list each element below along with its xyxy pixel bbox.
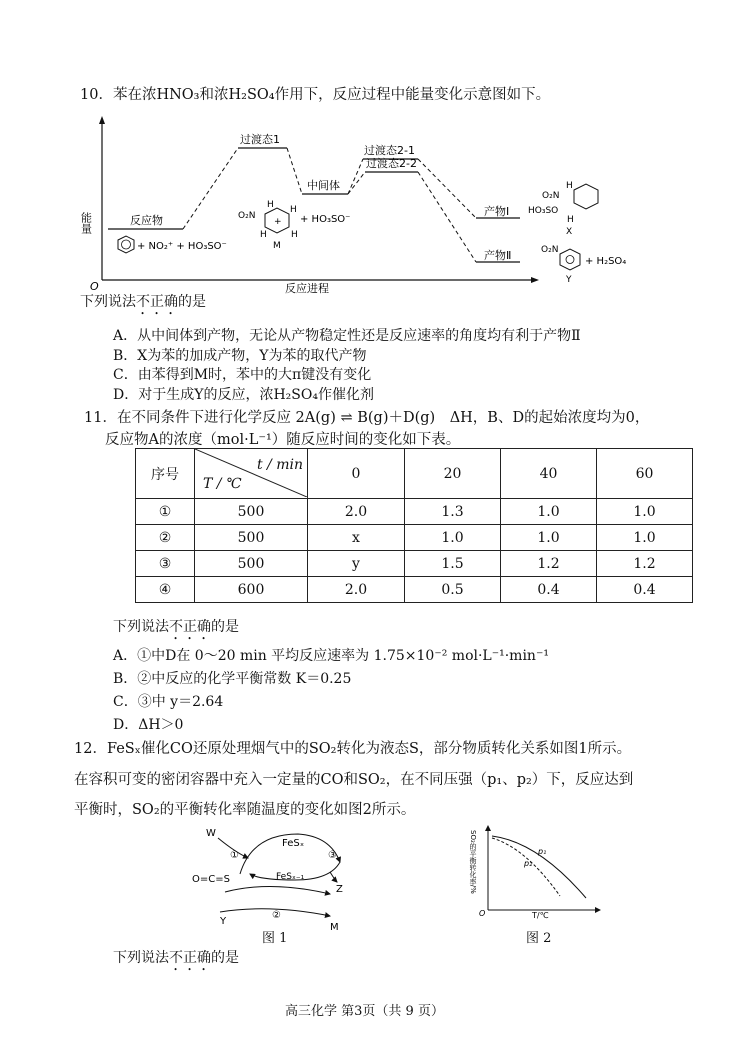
p2-label: p₂ [524,859,533,868]
q10-option-c: C．由苯得到M时，苯中的大π键没有变化 [113,367,372,383]
product1-label: 产物Ⅰ [484,205,510,218]
header-diagonal [195,449,308,499]
svg-text:H: H [260,230,267,240]
x-structure [528,181,598,237]
reaction-axis-label: 反应进程 [285,282,329,295]
q11-prompt: 下列说法不正确的是 [113,619,239,635]
header-time-40: 40 [501,449,597,499]
svg-text:H: H [291,230,298,240]
svg-text:O₂N: O₂N [542,191,560,201]
c3-label: ③ [328,850,337,861]
fig2-xlabel: T/℃ [532,911,549,920]
c1-label: ① [230,850,239,861]
benzene-structure [118,236,134,253]
intermediate-label: 中间体 [307,179,340,192]
q11-option-b: B．②中反应的化学平衡常数 K＝0.25 [113,671,352,687]
m-label: M [273,241,281,251]
q10-option-b: B．X为苯的加成产物，Y为苯的取代产物 [113,348,367,364]
svg-text:H: H [267,200,274,210]
concentration-table [135,448,693,603]
energy-diagram [80,112,640,302]
header-time-20: 20 [405,449,501,499]
y-label: Y [220,916,227,927]
c2-label: ② [272,910,281,921]
y-structure [541,245,580,285]
p1-label: p₁ [538,847,547,856]
svg-text:O₂N: O₂N [238,211,256,221]
figure-2-caption: 图 2 [526,931,552,946]
product2-label: 产物Ⅱ [484,249,512,262]
reactant-label: 反应物 [130,214,163,227]
svg-text:H: H [567,215,574,225]
ts21-label: 过渡态2-1 [364,144,415,157]
header-time-60: 60 [597,449,693,499]
y-label: Y [566,275,572,285]
ts22-label: 过渡态2-2 [366,157,417,170]
m-equation: + HO₃SO⁻ [300,214,351,225]
q12-stem-line3: 平衡时，SO₂的平衡转化率随温度的变化如图2所示。 [74,802,416,818]
svg-text:O₂N: O₂N [541,245,559,255]
q12-stem-line1: 12．FeSₓ催化CO还原处理烟气中的SO₂转化为液态S，部分物质转化关系如图1所示。 [74,741,632,757]
q11-option-d: D．ΔH＞0 [113,717,184,733]
z-label: Z [336,884,343,895]
header-T: T / ℃ [203,476,242,492]
m-structure [238,200,298,240]
table-row: ③ 500 y 1.5 1.2 1.2 [136,551,693,577]
svg-text:HO₃SO: HO₃SO [528,206,559,216]
figure-1-cycle-diagram [190,822,370,942]
svg-text:+: + [274,217,282,227]
q11-option-a: A．①中D在 0～20 min 平均反应速率为 1.75×10⁻² mol·L⁻¹·min⁻¹ [113,648,549,664]
q10-prompt: 下列说法不正确的是 [80,294,206,310]
ts1-label: 过渡态1 [240,133,280,146]
svg-text:H: H [290,205,297,215]
q11-option-c: C．③中 y＝2.64 [113,694,224,710]
q10-option-a: A．从中间体到产物，无论从产物稳定性还是反应速率的角度均有利于产物Ⅱ [113,328,581,344]
q10-option-d: D．对于生成Y的反应，浓H₂SO₄作催化剂 [113,387,374,403]
q11-stem-line2: 反应物A的浓度（mol·L⁻¹）随反应时间的变化如下表。 [105,432,461,448]
figure-2-conversion-chart [468,822,603,922]
svg-text:H: H [566,181,573,191]
page-footer: 高三化学 第3页（共 9 页） [285,1004,444,1019]
ocs-label: O=C=S [192,874,230,885]
m-label: M [330,922,339,933]
table-row: ④ 600 2.0 0.5 0.4 0.4 [136,577,693,603]
figure-1-caption: 图 1 [262,931,288,946]
q10-stem: 10．苯在浓HNO₃和浓H₂SO₄作用下，反应过程中能量变化示意图如下。 [80,87,551,103]
fig2-ylabel: SO₂的平衡转化率/% [469,830,477,894]
energy-axis-label: 能量 [80,212,93,234]
q11-stem-line1: 11．在不同条件下进行化学反应 2A(g) ⇌ B(g)＋D(g) ΔH，B、D的起始浓度均为0， [84,410,650,426]
w-label: W [206,828,216,839]
y-equation: + H₂SO₄ [585,256,627,267]
x-label: X [566,227,573,237]
table-row: ① 500 2.0 1.3 1.0 1.0 [136,499,693,525]
q12-stem-line2: 在容积可变的密闭容器中充入一定量的CO和SO₂，在不同压强（p₁、p₂）下，反应达到 [74,772,634,788]
table-row: ② 500 x 1.0 1.0 1.0 [136,525,693,551]
header-no: 序号 [136,449,195,499]
p1-curve [492,836,586,898]
fesx1-label: FeSₓ₋₁ [276,872,305,882]
reactant-equation: + NO₂⁺ + HO₃SO⁻ [137,241,227,252]
header-time-0: 0 [308,449,405,499]
q12-prompt: 下列说法不正确的是 [113,950,239,966]
header-t: t / min [256,457,303,473]
origin-label: O [90,280,99,293]
fig2-origin: O [479,909,486,918]
fesx-label: FeSₓ [282,838,305,849]
